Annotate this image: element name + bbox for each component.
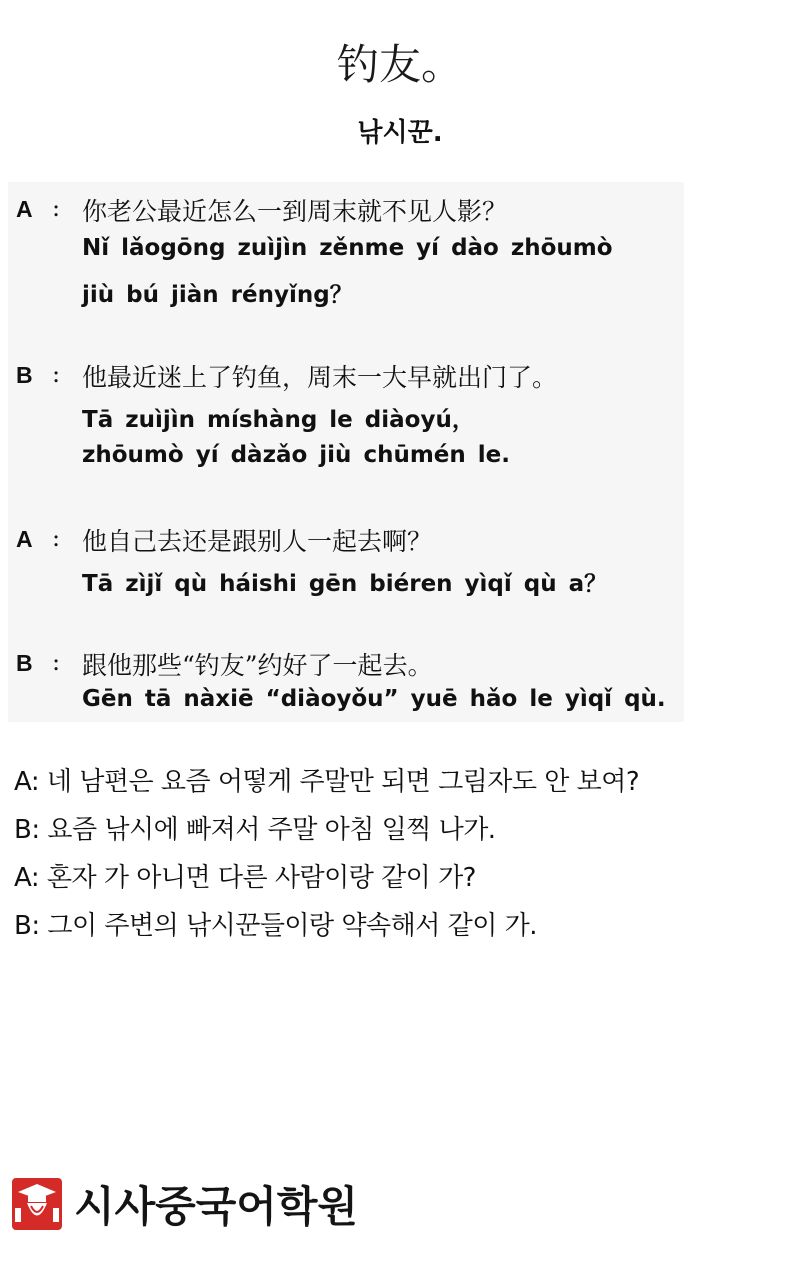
speaker-label: A <box>16 526 33 552</box>
academy-emblem-icon <box>12 1178 62 1230</box>
pinyin-line: jiù bú jiàn rényǐng？ <box>82 282 353 308</box>
brand-name: 시사중국어학원 <box>74 1182 359 1231</box>
page-subtitle: 낚시꾼. <box>357 118 443 148</box>
translation-line: A: 혼자 가 아니면 다른 사람이랑 같이 가? <box>14 863 476 893</box>
chinese-line: 跟他那些“钓友”约好了一起去。 <box>82 651 433 680</box>
translation-line: A: 네 남편은 요즘 어떻게 주말만 되면 그림자도 안 보여? <box>14 767 640 797</box>
korean-translation <box>14 762 794 954</box>
speaker-label: B <box>16 650 33 676</box>
pinyin-line: zhōumò yí dàzǎo jiù chūmén le. <box>82 442 510 468</box>
speaker-colon: : <box>52 360 61 388</box>
dialogue-panel <box>8 182 684 722</box>
speaker-label: B <box>16 362 33 388</box>
chinese-line: 他最近迷上了钓鱼，周末一大早就出门了。 <box>82 363 558 392</box>
speaker-colon: : <box>52 648 61 676</box>
pinyin-line: Nǐ lǎogōng zuìjìn zěnme yí dào zhōumò <box>82 235 613 261</box>
speaker-colon: : <box>52 194 61 222</box>
pinyin-line: Tā zuìjìn míshàng le diàoyú， <box>82 407 475 433</box>
page-title: 钓友。 <box>336 40 463 89</box>
chinese-line: 他自己去还是跟别人一起去啊？ <box>82 527 433 556</box>
translation-line: B: 요즘 낚시에 빠져서 주말 아침 일찍 나가. <box>14 815 496 845</box>
translation-line: B: 그이 주변의 낚시꾼들이랑 약속해서 같이 가. <box>14 911 538 941</box>
pinyin-line: Tā zìjǐ qù háishi gēn biéren yìqǐ qù a？ <box>82 571 608 597</box>
speaker-colon: : <box>52 524 61 552</box>
pinyin-line: Gēn tā nàxiē “diàoyǒu” yuē hǎo le yìqǐ qù. <box>82 686 666 712</box>
chinese-line: 你老公最近怎么一到周末就不见人影？ <box>82 197 508 226</box>
speaker-label: A <box>16 196 33 222</box>
